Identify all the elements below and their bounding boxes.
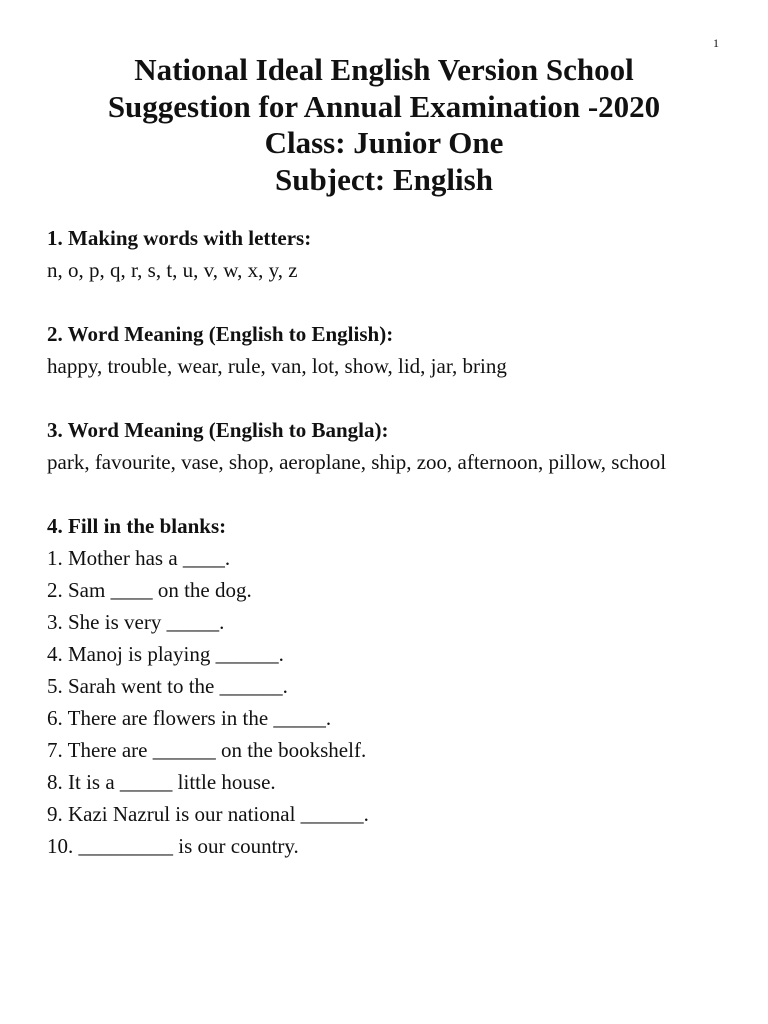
section-heading: 1. Making words with letters: [47, 226, 312, 250]
word-list: park, favourite, vase, shop, aeroplane, ship, zoo, afternoon, pillow, school [47, 450, 667, 474]
list-item: 5. Sarah went to the ______. [47, 674, 288, 698]
subject-label: Subject: English [275, 161, 493, 197]
page-number: 1 [713, 36, 719, 50]
section-heading: 4. Fill in the blanks: [47, 514, 227, 538]
section-making-words [47, 222, 747, 286]
list-item: 7. There are ______ on the bookshelf. [47, 738, 367, 762]
section-heading: 2. Word Meaning (English to English): [47, 322, 394, 346]
list-item: 3. She is very _____. [47, 610, 225, 634]
document-body [47, 222, 747, 894]
word-list: happy, trouble, wear, rule, van, lot, show, lid, jar, bring [47, 354, 507, 378]
list-item: 9. Kazi Nazrul is our national ______. [47, 802, 369, 826]
list-item: 8. It is a _____ little house. [47, 770, 276, 794]
list-item: 1. Mother has a ____. [47, 546, 231, 570]
list-item: 4. Manoj is playing ______. [47, 642, 284, 666]
exam-title: Suggestion for Annual Examination -2020 [107, 88, 661, 124]
class-label: Class: Junior One [264, 125, 504, 160]
section-word-meaning-bangla [47, 414, 747, 478]
section-word-meaning-english [47, 318, 747, 382]
school-name: National Ideal English Version School [134, 52, 634, 87]
fill-blanks-list [47, 542, 747, 862]
document-header [0, 52, 768, 198]
list-item: 10. _________ is our country. [47, 834, 299, 858]
list-item: 2. Sam ____ on the dog. [47, 578, 252, 602]
section-fill-in-blanks [47, 510, 747, 862]
list-item: 6. There are flowers in the _____. [47, 706, 332, 730]
section-heading: 3. Word Meaning (English to Bangla): [47, 418, 389, 442]
letters-list: n, o, p, q, r, s, t, u, v, w, x, y, z [47, 258, 298, 282]
